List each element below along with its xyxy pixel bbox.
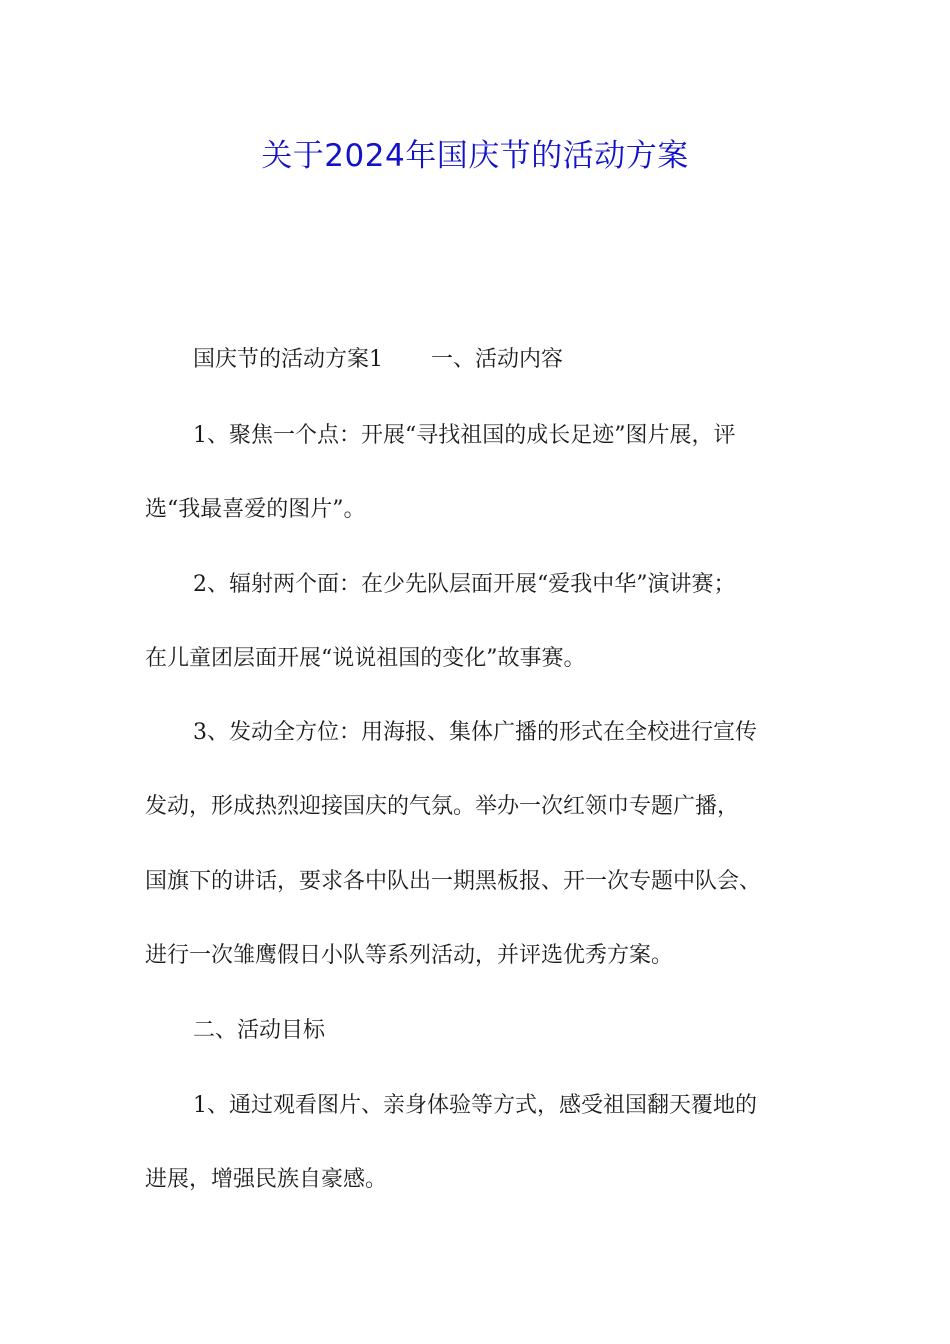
paragraph-line: 在儿童团层面开展“说说祖国的变化”故事赛。	[145, 646, 586, 671]
paragraph-line: 进展，增强民族自豪感。	[145, 1167, 388, 1192]
paragraph-line: 3、发动全方位：用海报、集体广播的形式在全校进行宣传	[193, 720, 757, 745]
section-heading: 二、活动目标	[193, 1018, 326, 1043]
section-heading: 一、活动内容	[431, 347, 564, 372]
paragraph-line: 1、聚焦一个点：开展“寻找祖国的成长足迹”图片展，评	[193, 423, 736, 448]
paragraph-line: 选“我最喜爱的图片”。	[145, 497, 366, 522]
paragraph-line: 发动，形成热烈迎接国庆的气氛。举办一次红领巾专题广播，	[145, 794, 740, 819]
paragraph-line: 2、辐射两个面：在少先队层面开展“爱我中华”演讲赛；	[193, 572, 736, 597]
plan-label: 国庆节的活动方案1	[193, 347, 383, 372]
section-heading-line	[193, 345, 563, 375]
paragraph-line: 国旗下的讲话，要求各中队出一期黑板报、开一次专题中队会、	[145, 869, 762, 894]
document-title: 关于2024年国庆节的活动方案	[261, 138, 689, 174]
paragraph-line: 进行一次雏鹰假日小队等系列活动，并评选优秀方案。	[145, 943, 674, 968]
paragraph-line: 1、通过观看图片、亲身体验等方式，感受祖国翻天覆地的	[193, 1093, 757, 1118]
